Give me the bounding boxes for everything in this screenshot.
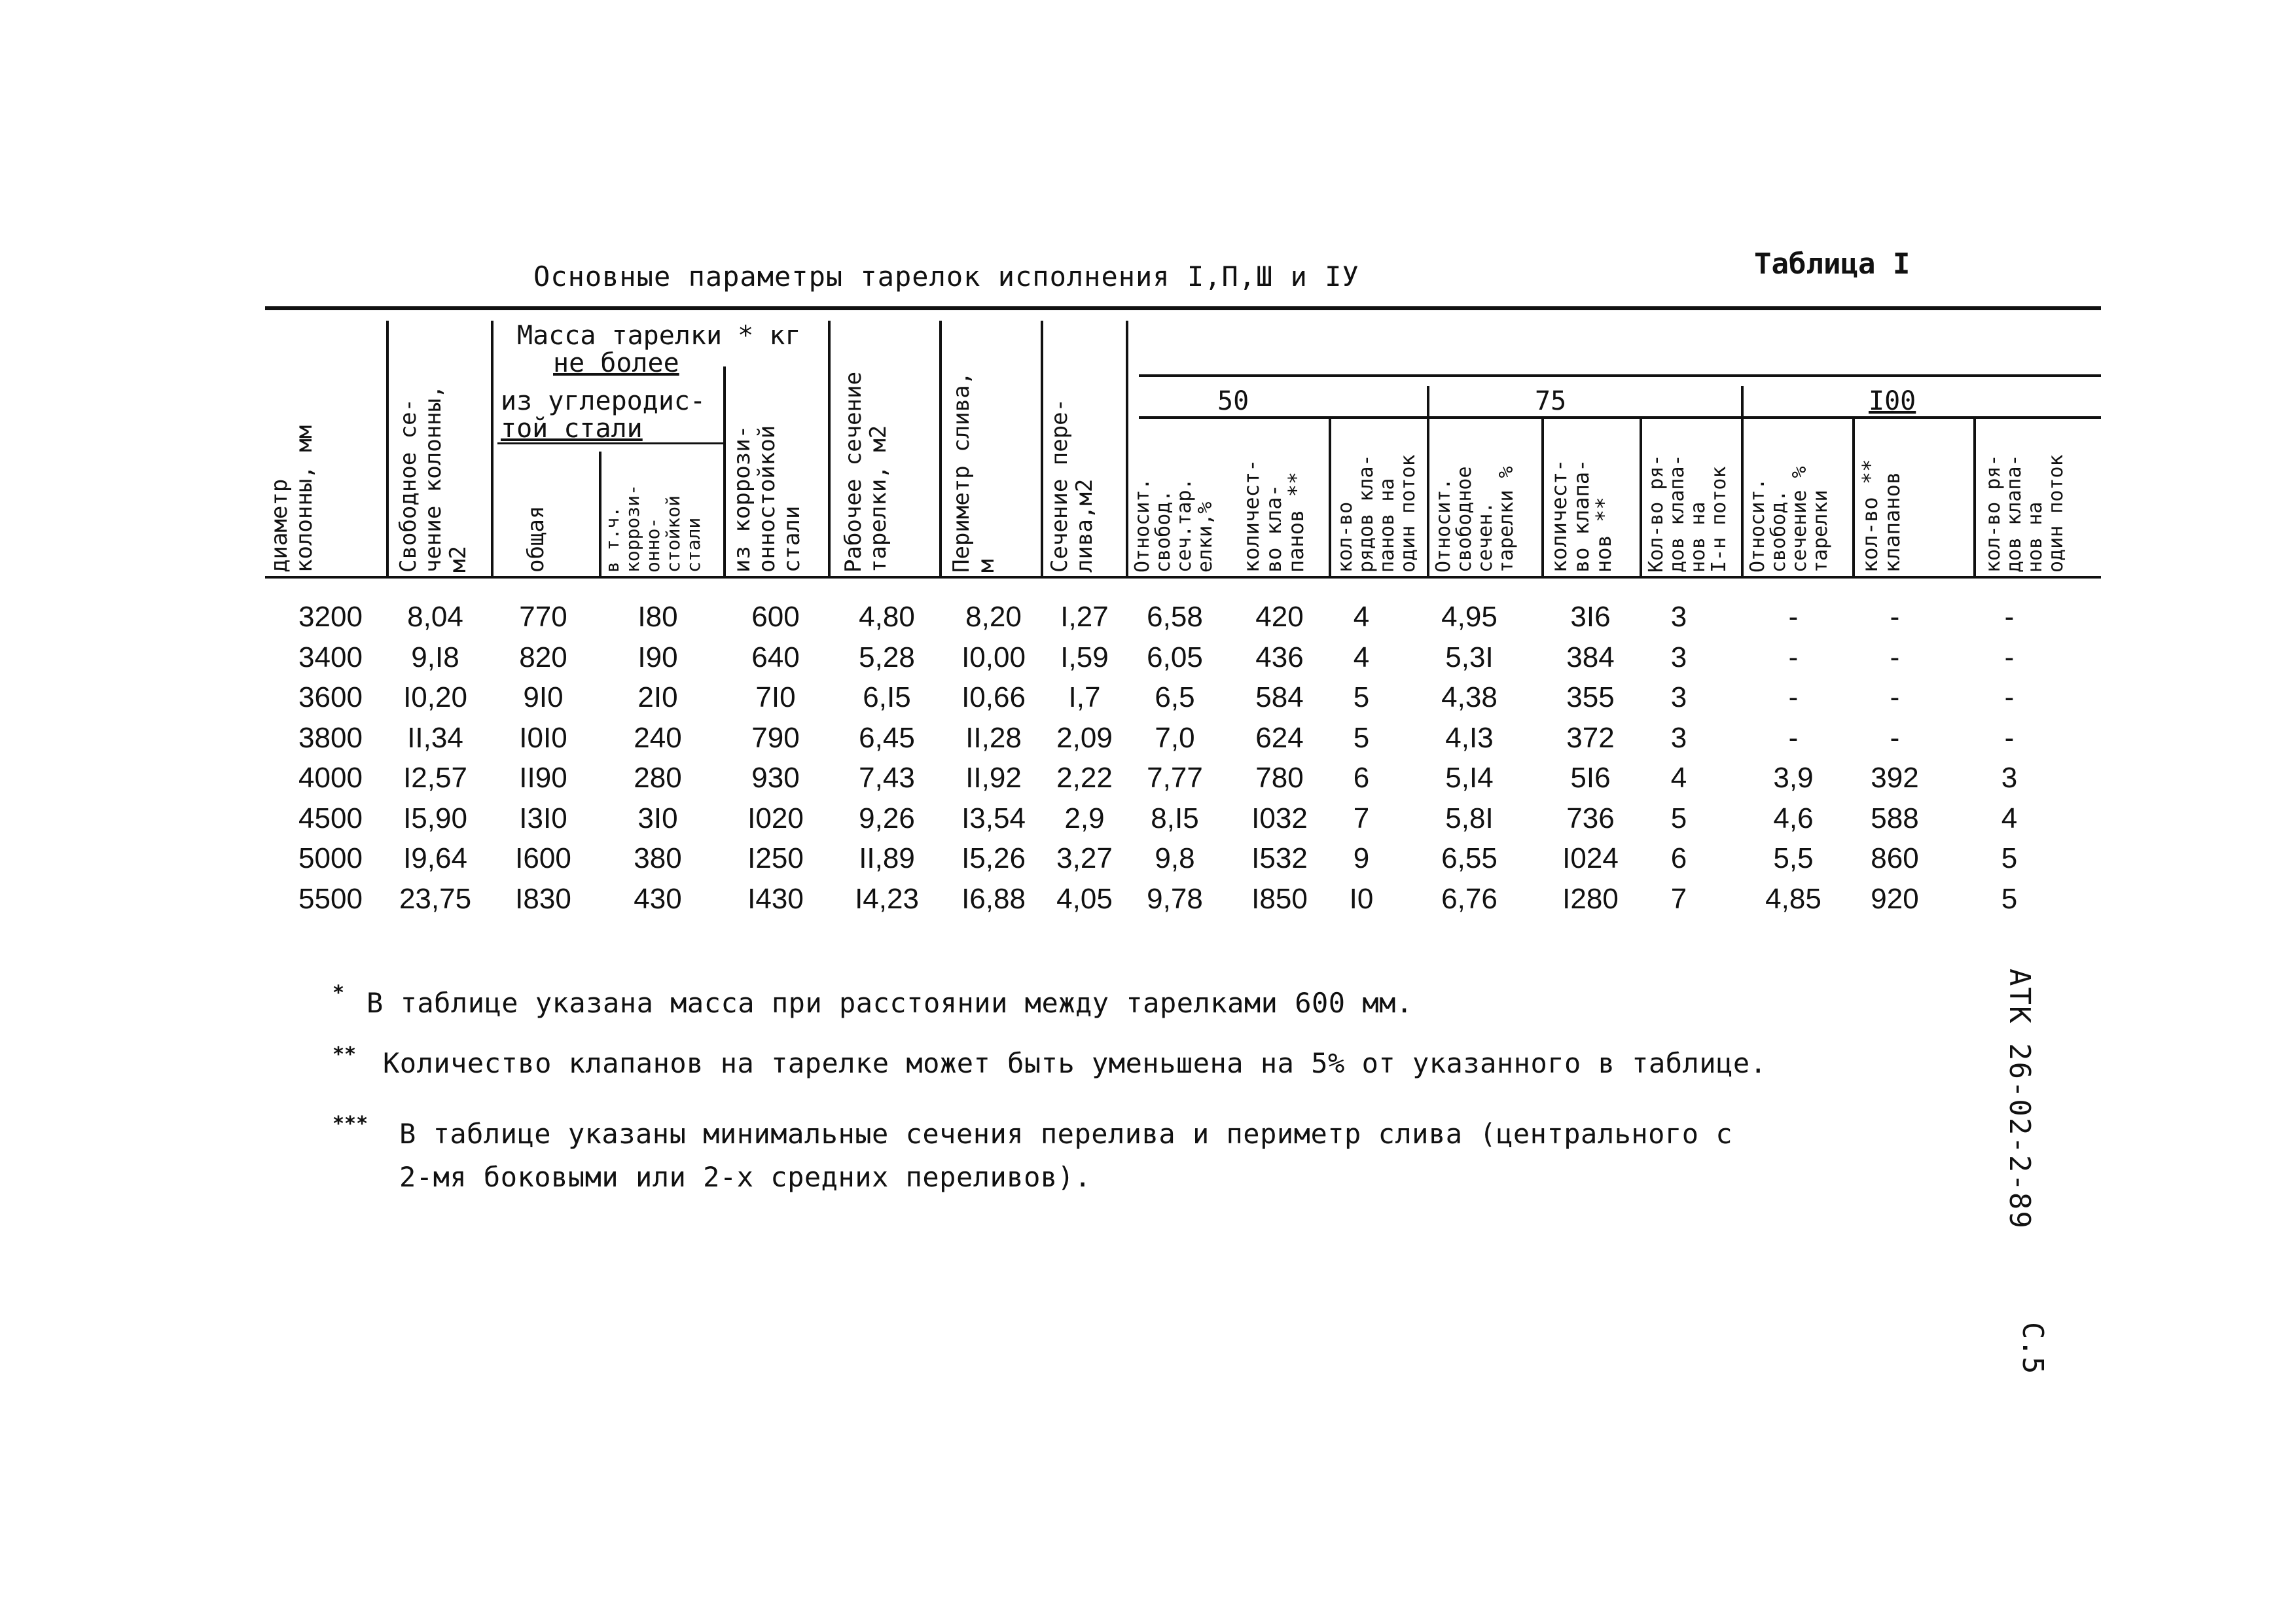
table-cell: 3 [2001, 762, 2018, 794]
table-cell: 9 [1353, 842, 1370, 874]
table-cell: I3I0 [519, 802, 567, 834]
header-group-100: I00 [1869, 386, 1916, 416]
table-cell: 2,09 [1056, 721, 1113, 754]
table-cell: II,34 [407, 721, 463, 754]
note-3-line-1: В таблице указаны минимальные сечения перелива и периметр слива (центрального с [399, 1118, 1733, 1150]
table-cell: - [2004, 681, 2015, 713]
table-cell: 8,I5 [1151, 802, 1199, 834]
table-cell: I850 [1251, 882, 1308, 915]
table-cell: 5I6 [1570, 762, 1611, 794]
table-cell: I0,00 [961, 641, 1026, 673]
table-cell: 860 [1871, 842, 1919, 874]
table-cell: 5,28 [859, 641, 915, 673]
table-cell: 5,3I [1445, 641, 1494, 673]
table-cell: 5,8I [1445, 802, 1494, 834]
note-1-mark: * [332, 982, 345, 1005]
table-cell: - [1788, 681, 1799, 713]
table-cell: 600 [751, 601, 800, 633]
table-cell: 9I0 [523, 681, 564, 713]
table-cell: - [2004, 721, 2015, 754]
table-cell: 7,77 [1147, 762, 1203, 794]
header-valves-75: количест- во клапа- нов ** [1547, 459, 1616, 573]
separator [1041, 321, 1043, 576]
table-cell: 4000 [298, 762, 363, 794]
table-title: Основные параметры тарелок исполнения I,П,Ш и IУ [533, 260, 1359, 293]
table-cell: 770 [519, 601, 567, 633]
table-cell: 2I0 [637, 681, 678, 713]
table-cell: - [1788, 721, 1799, 754]
table-cell: I,59 [1060, 641, 1109, 673]
header-free-section: Свободное се- чение колонны, м2 [395, 385, 471, 573]
table-cell: 384 [1566, 641, 1615, 673]
table-cell: 8,20 [965, 601, 1022, 633]
table-cell: 3 [1670, 721, 1687, 754]
table-number: Таблица I [1754, 247, 1910, 281]
table-cell: 4,6 [1773, 802, 1814, 834]
table-cell: 6,76 [1441, 882, 1498, 915]
table-cell: II,28 [965, 721, 1022, 754]
table-cell: I830 [515, 882, 571, 915]
header-group-50: 50 [1217, 386, 1249, 416]
table-cell: 9,8 [1155, 842, 1195, 874]
table-cell: 4,38 [1441, 681, 1498, 713]
separator [828, 321, 831, 576]
table-cell: 790 [751, 721, 800, 754]
separator [1741, 386, 1744, 576]
table-cell: - [1890, 601, 1900, 633]
table-cell: 820 [519, 641, 567, 673]
table-cell: 4 [2001, 802, 2018, 834]
header-corrosion: из коррози- онностойкой стали [729, 425, 805, 573]
table-cell: I6,88 [961, 882, 1026, 915]
table-cell: - [2004, 601, 2015, 633]
table-cell: 4,I3 [1445, 721, 1494, 754]
table-cell: 4 [1670, 762, 1687, 794]
table-cell: I250 [747, 842, 804, 874]
separator [1973, 419, 1976, 576]
table-cell: I4,23 [855, 882, 919, 915]
table-cell: 7I0 [755, 681, 796, 713]
note-2-mark: ** [332, 1043, 357, 1066]
table-cell: II90 [519, 762, 567, 794]
separator [386, 321, 389, 576]
table-cell: 5 [1353, 681, 1370, 713]
header-mass-not-more: не более [553, 348, 679, 378]
separator [939, 321, 942, 576]
table-cell: I032 [1251, 802, 1308, 834]
header-mass-group: Масса тарелки * кг [517, 321, 801, 351]
table-cell: 240 [634, 721, 682, 754]
valve-sub-rule [1139, 416, 2101, 419]
table-cell: 3600 [298, 681, 363, 713]
table-cell: 584 [1255, 681, 1304, 713]
table-cell: 9,78 [1147, 882, 1203, 915]
table-cell: 2,9 [1064, 802, 1105, 834]
table-cell: 5,5 [1773, 842, 1814, 874]
header-rel-free-50: Относит. свобод. сеч.тар. елки,% [1131, 478, 1217, 573]
table-cell: I2,57 [403, 762, 467, 794]
table-cell: 6,45 [859, 721, 915, 754]
table-cell: - [1890, 681, 1900, 713]
table-cell: 3,9 [1773, 762, 1814, 794]
table-cell: - [1788, 601, 1799, 633]
table-cell: 5 [2001, 842, 2018, 874]
valve-group-rule [1139, 374, 2101, 377]
table-cell: 3200 [298, 601, 363, 633]
table-cell: I532 [1251, 842, 1308, 874]
header-perimeter: Периметр слива, м [948, 371, 999, 573]
table-cell: 9,I8 [411, 641, 459, 673]
header-valves-100: кол-во ** клапанов [1857, 459, 1905, 573]
table-cell: I,27 [1060, 601, 1109, 633]
table-cell: 6,05 [1147, 641, 1203, 673]
table-cell: I5,26 [961, 842, 1026, 874]
table-cell: 7,43 [859, 762, 915, 794]
table-cell: 3,27 [1056, 842, 1113, 874]
table-cell: 4,80 [859, 601, 915, 633]
table-cell: 6 [1353, 762, 1370, 794]
table-cell: I280 [1562, 882, 1619, 915]
table-cell: 9,26 [859, 802, 915, 834]
note-1: В таблице указана масса при расстоянии между тарелками 600 мм. [367, 987, 1413, 1019]
table-cell: 588 [1871, 802, 1919, 834]
table-cell: 7 [1670, 882, 1687, 915]
table-cell: 3800 [298, 721, 363, 754]
table-cell: 5,I4 [1445, 762, 1494, 794]
table-cell: 6,58 [1147, 601, 1203, 633]
top-rule [265, 306, 2101, 310]
table-cell: I024 [1562, 842, 1619, 874]
table-cell: 3 [1670, 681, 1687, 713]
table-cell: 3400 [298, 641, 363, 673]
table-cell: 280 [634, 762, 682, 794]
header-overflow-section: Сечение пере- лива,м2 [1047, 398, 1098, 573]
table-cell: II,89 [859, 842, 915, 874]
note-3-mark: *** [332, 1113, 368, 1135]
separator [1541, 419, 1544, 576]
table-cell: 4 [1353, 601, 1370, 633]
header-rows-50: кол-во рядов кла- панов на один поток [1334, 454, 1420, 573]
table-cell: 392 [1871, 762, 1919, 794]
header-rel-free-100: Относит. свобод. сечение % тарелки [1746, 466, 1832, 573]
table-cell: - [1890, 721, 1900, 754]
table-cell: 920 [1871, 882, 1919, 915]
header-rows-75: Кол-во ря- дов клапа- нов на I-н поток [1645, 454, 1731, 573]
table-cell: I3,54 [961, 802, 1026, 834]
table-cell: I5,90 [403, 802, 467, 834]
table-cell: 3 [1670, 601, 1687, 633]
table-cell: I0,20 [403, 681, 467, 713]
table-cell: I0,66 [961, 681, 1026, 713]
page-number: С.5 [2016, 1322, 2049, 1374]
header-rel-free-75: Относит. свободное сечен. тарелки % [1432, 466, 1518, 573]
table-cell: I600 [515, 842, 571, 874]
table-cell: 6 [1670, 842, 1687, 874]
table-cell: I0I0 [519, 721, 567, 754]
header-carbon-group2: той стали [501, 414, 643, 444]
table-cell: 3I6 [1570, 601, 1611, 633]
table-cell: 436 [1255, 641, 1304, 673]
table-cell: - [2004, 641, 2015, 673]
table-cell: 5 [1353, 721, 1370, 754]
separator [1852, 419, 1855, 576]
table-cell: 736 [1566, 802, 1615, 834]
table-cell: 2,22 [1056, 762, 1113, 794]
separator [491, 321, 493, 576]
table-cell: I0 [1349, 882, 1374, 915]
table-cell: II,92 [965, 762, 1022, 794]
table-cell: 4 [1353, 641, 1370, 673]
separator [1329, 419, 1331, 576]
table-cell: 380 [634, 842, 682, 874]
table-cell: 780 [1255, 762, 1304, 794]
table-cell: 640 [751, 641, 800, 673]
table-cell: I80 [637, 601, 678, 633]
header-valves-50: количест- во кла- панов ** [1239, 459, 1308, 573]
table-cell: 4500 [298, 802, 363, 834]
table-cell: I430 [747, 882, 804, 915]
table-cell: 4,85 [1765, 882, 1821, 915]
header-diameter: диаметр колонны, мм [266, 425, 317, 573]
table-cell: 8,04 [407, 601, 463, 633]
table-cell: 5500 [298, 882, 363, 915]
table-cell: 6,55 [1441, 842, 1498, 874]
table-cell: 7 [1353, 802, 1370, 834]
table-cell: I9,64 [403, 842, 467, 874]
table-cell: 420 [1255, 601, 1304, 633]
document-code: АТК 26-02-2-89 [2003, 969, 2036, 1230]
table-cell: 7,0 [1155, 721, 1195, 754]
table-cell: I020 [747, 802, 804, 834]
header-carbon-group: из углеродис- [501, 386, 706, 416]
table-cell: 930 [751, 762, 800, 794]
header-work-section: Рабочее сечение тарелки, м2 [840, 371, 891, 573]
table-cell: 624 [1255, 721, 1304, 754]
header-incl-corrosion: в т.ч. коррози- онно- стойкой стали [601, 484, 704, 573]
table-cell: 372 [1566, 721, 1615, 754]
table-cell: 3 [1670, 641, 1687, 673]
separator [1640, 419, 1642, 576]
header-group-75: 75 [1535, 386, 1567, 416]
bottom-header-rule [265, 576, 2101, 579]
table-cell: 430 [634, 882, 682, 915]
table-cell: 3I0 [637, 802, 678, 834]
table-cell: - [1890, 641, 1900, 673]
header-total: общая [523, 505, 549, 573]
table-cell: 5000 [298, 842, 363, 874]
table-cell: 4,95 [1441, 601, 1498, 633]
note-2: Количество клапанов на тарелке может быть уменьшена на 5% от указанного в таблице. [383, 1047, 1767, 1079]
table-cell: 6,5 [1155, 681, 1195, 713]
separator [1427, 386, 1429, 576]
table-cell: 5 [1670, 802, 1687, 834]
table-cell: 4,05 [1056, 882, 1113, 915]
note-3-line-2: 2-мя боковыми или 2-х средних переливов). [399, 1161, 1092, 1193]
table-cell: - [1788, 641, 1799, 673]
table-cell: 23,75 [399, 882, 472, 915]
table-cell: I90 [637, 641, 678, 673]
header-rows-100: кол-во ря- дов клапа- нов на один поток [1982, 454, 2068, 573]
table-cell: 5 [2001, 882, 2018, 915]
table-cell: I,7 [1068, 681, 1101, 713]
separator [723, 366, 726, 576]
table-cell: 6,I5 [863, 681, 911, 713]
separator [1126, 321, 1128, 576]
table-cell: 355 [1566, 681, 1615, 713]
